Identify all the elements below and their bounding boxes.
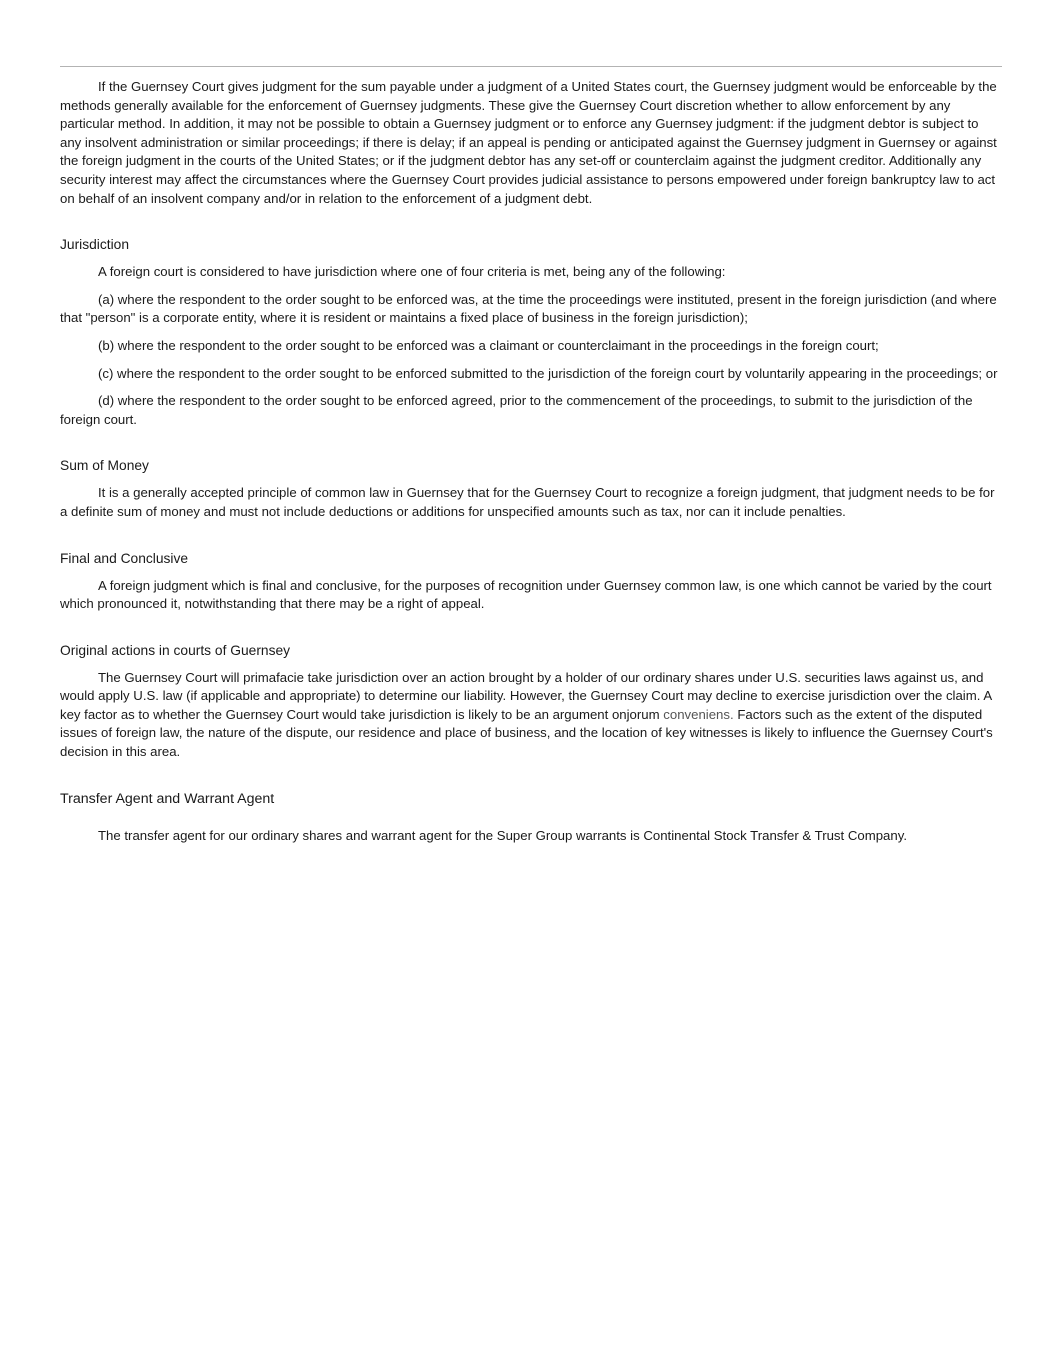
- original-actions-text: The Guernsey Court will primafacie take jurisdiction over an action brought by a holder of our ordinary shares under U.S. securities laws against us, and would apply U.S. law (if applicable and appropriate) to determine our liability. However, the Guernsey Court may decline to exercise jurisdiction over the claim. A key factor as to whether the Guernsey Court would take jurisdiction is likely to be an argument onjorum: [60, 669, 992, 722]
- sum-of-money-heading: Sum of Money: [60, 458, 149, 474]
- original-actions-paragraph: [60, 669, 1000, 762]
- transfer-agent-heading: Transfer Agent and Warrant Agent: [60, 790, 275, 807]
- jurisdiction-criterion-c: (c) where the respondent to the order sought to be enforced submitted to the jurisdiction of the foreign court by voluntarily appearing in the proceedings; or: [98, 365, 998, 381]
- original-actions-heading: Original actions in courts of Guernsey: [60, 642, 291, 658]
- jurisdiction-intro: A foreign court is considered to have jurisdiction where one of four criteria is met, being any of the following:: [98, 264, 726, 280]
- jurisdiction-criterion-a: (a) where the respondent to the order sought to be enforced was, at the time the proceedings were instituted, present in the foreign jurisdiction (and where that "person" is a corporate entity, where it is resident or maintains a fixed place of business in the foreign jurisdiction);: [60, 291, 997, 326]
- jurisdiction-heading: Jurisdiction: [60, 237, 130, 253]
- top-divider: [60, 66, 1002, 67]
- enforcement-paragraph: If the Guernsey Court gives judgment for the sum payable under a judgment of a United States court, the Guernsey judgment would be enforceable by the methods generally available for the enforcement of Guernsey judgments. These give the Guernsey Court discretion whether to allow enforcement by any particular method. In addition, it may not be possible to obtain a Guernsey judgment or to enforce any Guernsey judgment: if the judgment debtor is subject to any insolvent administration or similar proceedings; if there is delay; if an appeal is pending or anticipated against the Guernsey judgment in Guernsey or against the foreign judgment in the courts of the United States; or if the judgment debtor has any set-off or counterclaim against the judgment creditor. Additionally any security interest may affect the circumstances where the Guernsey Court provides judicial assistance to persons empowered under foreign bankruptcy law to act on behalf of an insolvent company and/or in relation to the enforcement of a judgment debt.: [60, 79, 997, 206]
- original-actions-conveniens: conveniens.: [663, 706, 734, 722]
- final-conclusive-paragraph: A foreign judgment which is final and conclusive, for the purposes of recognition under Guernsey common law, is one which cannot be varied by the court which pronounced it, notwithstanding that there may be a right of appeal.: [60, 577, 992, 612]
- original-actions-tail: Factors such as the extent of the disputed issues of foreign law, the nature of the dispute, our residence and place of business, and the location of key witnesses is likely to influence the Guernsey Court's decision in this area.: [60, 706, 993, 760]
- jurisdiction-criterion-d: (d) where the respondent to the order sought to be enforced agreed, prior to the commencement of the proceedings, to submit to the jurisdiction of the foreign court.: [60, 393, 973, 427]
- sum-of-money-paragraph: It is a generally accepted principle of common law in Guernsey that for the Guernsey Court to recognize a foreign judgment, that judgment needs to be for a definite sum of money and must not include deductions or additions for unspecified amounts such as tax, nor can it include penalties.: [60, 485, 995, 519]
- jurisdiction-criterion-b: (b) where the respondent to the order sought to be enforced was a claimant or counterclaimant in the proceedings in the foreign court;: [98, 337, 879, 353]
- document-body: [60, 78, 1000, 845]
- transfer-agent-paragraph: The transfer agent for our ordinary shares and warrant agent for the Super Group warrants is Continental Stock Transfer & Trust Company.: [98, 827, 907, 843]
- final-conclusive-heading: Final and Conclusive: [60, 550, 189, 566]
